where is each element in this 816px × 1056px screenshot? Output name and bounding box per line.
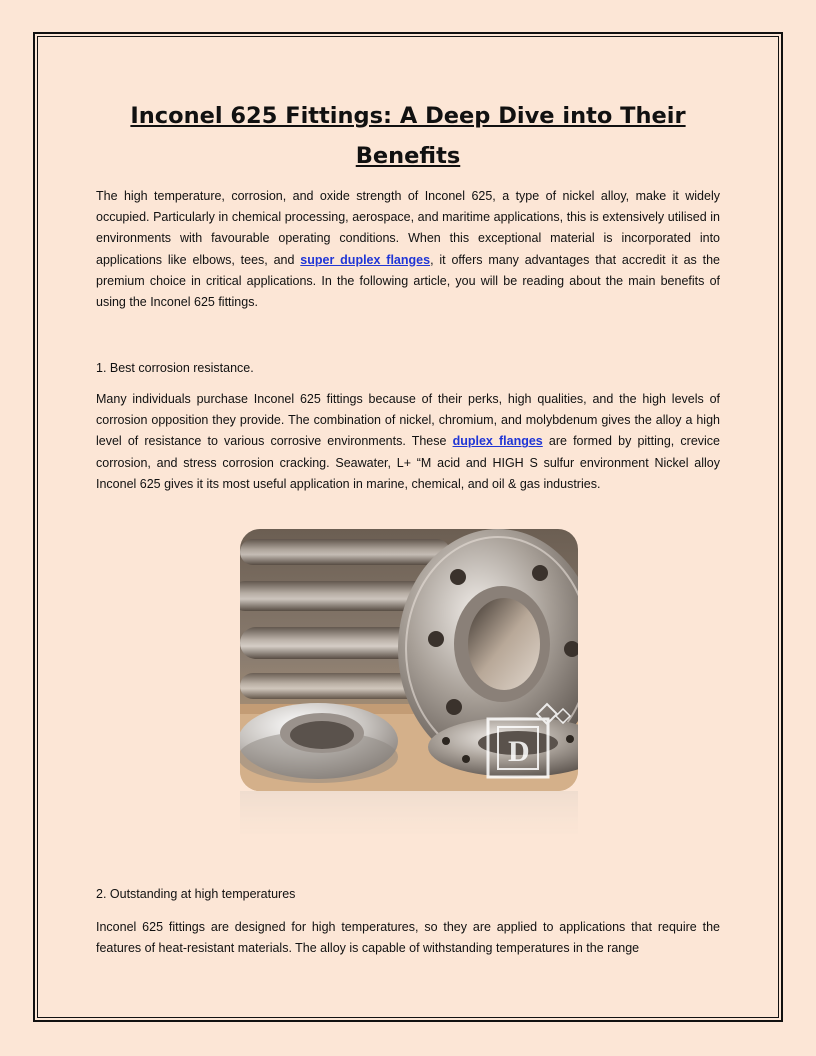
flanges-image xyxy=(240,529,578,791)
watermark-logo-text: D xyxy=(508,735,530,768)
super-duplex-flanges-link[interactable]: super duplex flanges xyxy=(300,252,431,267)
duplex-flanges-link[interactable]: duplex flanges xyxy=(452,434,543,449)
page-border-inner xyxy=(37,36,779,1018)
image-reflection xyxy=(240,791,578,851)
intro-text-1: The high temperature, corrosion, and oxide strength of Inconel 625, a type of nickel alloy, make it widely occupied. Particularly in chemical processing, aerospace, and maritime applications, this is extensively utilised in environments with favourable operating conditions. When this exceptional material is incorporated into applications like elbows, tees, and xyxy=(96,189,720,267)
intro-text-2: , it offers many advantages that accredit it as the premium choice in critical applications. In the following article, you will be reading about the main benefits of using the Inconel 625 fittings. xyxy=(96,252,720,310)
section1-text-2: are formed by pitting, crevice corrosion, and stress corrosion cracking. Seawater, L+ “M acid and HIGH S sulfur environment Nickel alloy Inconel 625 gives it its most useful application in marine, chemical, and oil & gas industries. xyxy=(96,434,720,491)
section1-paragraph xyxy=(96,389,720,495)
intro-paragraph xyxy=(96,186,720,313)
section2-heading: 2. Outstanding at high temperatures xyxy=(96,887,296,901)
section1-text-1: Many individuals purchase Inconel 625 fittings because of their perks, high qualities, and the high levels of corrosion opposition they provide. The combination of nickel, chromium, and molybdenum gives the alloy a high level of resistance to various corrosive environments. These xyxy=(96,392,720,449)
section1-heading: 1. Best corrosion resistance. xyxy=(96,361,254,375)
page-title: Inconel 625 Fittings: A Deep Dive into Their Benefits xyxy=(130,103,686,169)
flanges-illustration xyxy=(240,529,578,791)
section2-paragraph: Inconel 625 fittings are designed for high temperatures, so they are applied to applications that require the features of heat-resistant materials. The alloy is capable of withstanding temperatures in the range xyxy=(96,920,720,956)
